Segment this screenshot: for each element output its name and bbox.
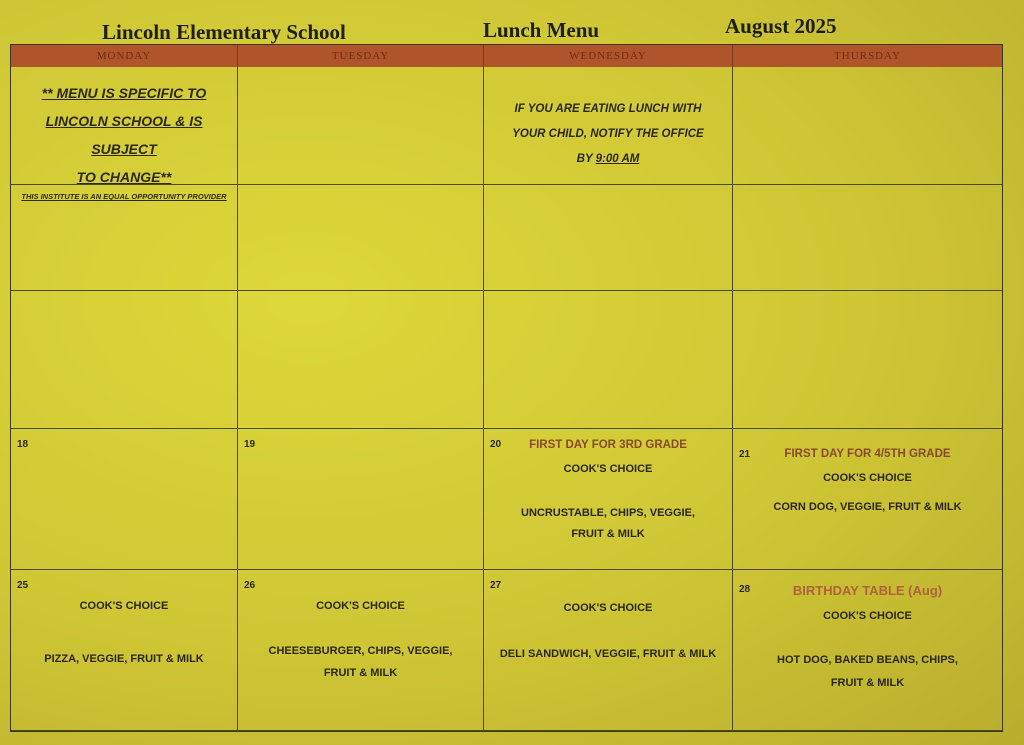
cooks-choice: COOK'S CHOICE <box>563 463 653 475</box>
day-header-thursday: THURSDAY <box>733 45 1002 67</box>
cooks-choice: COOK'S CHOICE <box>823 472 912 484</box>
menu-notice <box>11 67 238 201</box>
menu-line: FRUIT & MILK <box>323 667 398 679</box>
event-label: BIRTHDAY TABLE (Aug) <box>792 583 943 598</box>
office-notice <box>484 67 733 185</box>
school-name: Lincoln Elementary School <box>102 20 346 44</box>
cooks-choice: COOK'S CHOICE <box>79 600 169 612</box>
day-header-tuesday: TUESDAY <box>238 45 484 67</box>
day-cell <box>238 570 484 731</box>
empty-cell <box>484 185 733 291</box>
day-cell <box>484 570 733 731</box>
cooks-choice: COOK'S CHOICE <box>823 610 912 622</box>
menu-line: CORN DOG, VEGGIE, FRUIT & MILK <box>773 501 962 513</box>
empty-cell <box>238 185 484 291</box>
day-number: 19 <box>244 439 256 450</box>
notice-line: YOUR CHILD, NOTIFY THE OFFICE <box>512 128 704 140</box>
empty-cell <box>238 291 484 429</box>
day-cell <box>733 570 1002 731</box>
notice-line: LINCOLN SCHOOL & IS SUBJECT <box>45 113 203 157</box>
day-number: 28 <box>739 584 751 595</box>
day-number: 21 <box>739 449 751 460</box>
day-cell <box>733 429 1002 570</box>
menu-line: FRUIT & MILK <box>571 528 645 540</box>
event-label: FIRST DAY FOR 3RD GRADE <box>529 439 687 451</box>
day-number: 18 <box>17 439 29 450</box>
menu-line: PIZZA, VEGGIE, FRUIT & MILK <box>44 653 204 665</box>
empty-cell <box>11 185 238 291</box>
empty-cell <box>11 291 238 429</box>
day-header-monday: MONDAY <box>11 45 238 67</box>
cooks-choice: COOK'S CHOICE <box>563 602 653 614</box>
notice-time: 9:00 AM <box>595 153 640 165</box>
empty-cell <box>484 291 733 429</box>
month-label: August 2025 <box>725 14 837 38</box>
menu-calendar <box>10 44 1003 732</box>
menu-line: CHEESEBURGER, CHIPS, VEGGIE, <box>268 645 453 657</box>
day-number: 26 <box>244 580 256 591</box>
page-title: Lunch Menu <box>483 18 600 42</box>
notice-by: BY <box>576 153 593 165</box>
day-number: 20 <box>490 439 502 450</box>
empty-cell <box>733 291 1002 429</box>
day-number: 27 <box>490 580 502 591</box>
notice-line: ** MENU IS SPECIFIC TO <box>41 85 207 101</box>
menu-line: HOT DOG, BAKED BEANS, CHIPS, <box>777 654 958 666</box>
notice-line: TO CHANGE** <box>76 169 172 185</box>
day-cell <box>238 429 484 570</box>
empty-cell <box>733 185 1002 291</box>
empty-cell <box>238 67 484 185</box>
empty-cell <box>733 67 1002 185</box>
cooks-choice: COOK'S CHOICE <box>316 600 405 612</box>
day-cell <box>11 429 238 570</box>
menu-line: FRUIT & MILK <box>830 677 905 689</box>
day-number: 25 <box>17 580 29 591</box>
notice-line: IF YOU ARE EATING LUNCH WITH <box>514 103 702 115</box>
day-header-wednesday: WEDNESDAY <box>484 45 733 67</box>
day-cell <box>484 429 733 570</box>
day-cell <box>11 570 238 731</box>
menu-line: DELI SANDWICH, VEGGIE, FRUIT & MILK <box>499 648 717 660</box>
event-label: FIRST DAY FOR 4/5TH GRADE <box>784 448 951 460</box>
equal-opportunity-note: THIS INSTITUTE IS AN EQUAL OPPORTUNITY PROVIDER <box>21 192 227 201</box>
menu-line: UNCRUSTABLE, CHIPS, VEGGIE, <box>521 507 695 519</box>
